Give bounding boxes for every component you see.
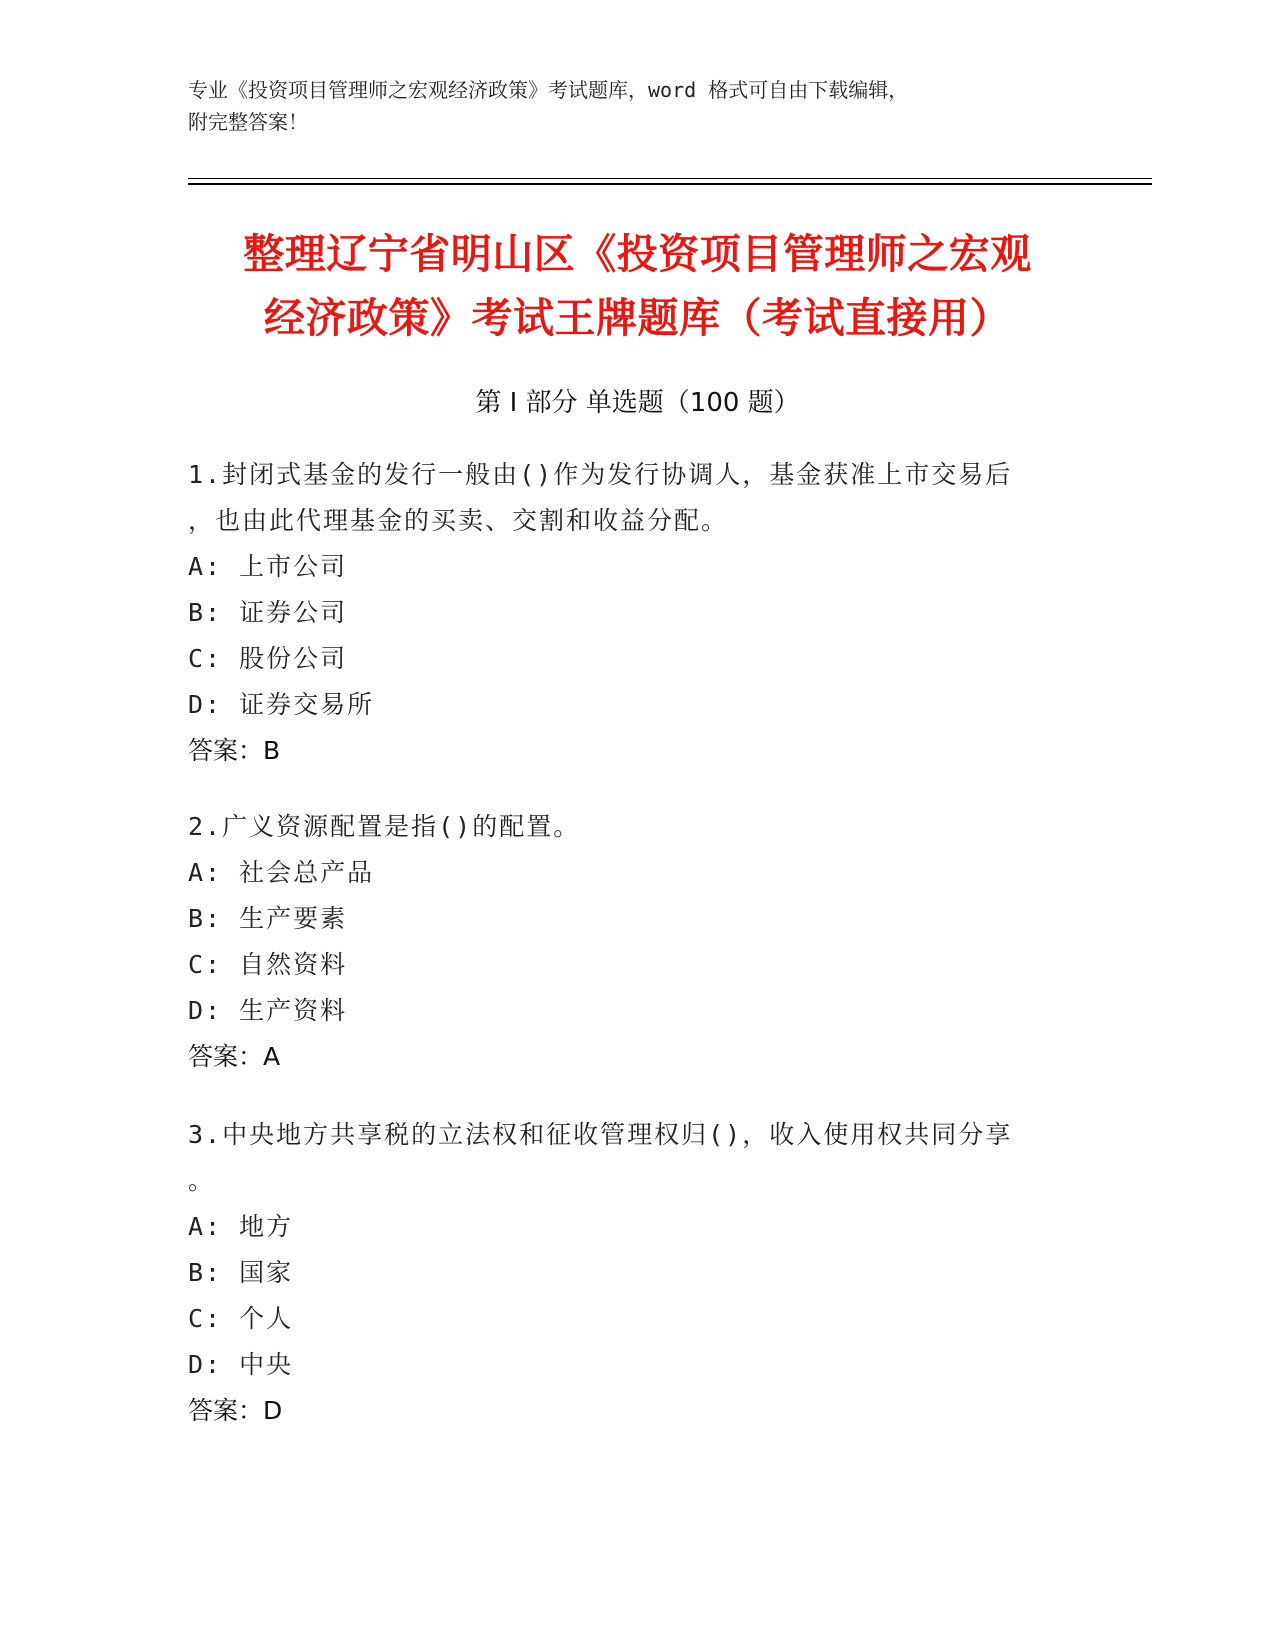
- question-text-line: 1.封闭式基金的发行一般由()作为发行协调人，基金获准上市交易后: [188, 460, 1013, 489]
- document-header-note: [188, 74, 1088, 138]
- question-text: [188, 1112, 1068, 1204]
- question-text-line: 。: [188, 1166, 216, 1195]
- option-a: A: 地方: [188, 1212, 294, 1241]
- option-c: C: 自然资料: [188, 950, 348, 979]
- header-divider-thin: [188, 178, 1152, 179]
- option-a: A: 社会总产品: [188, 858, 375, 887]
- option-b: B: 国家: [188, 1258, 294, 1287]
- option-c: C: 个人: [188, 1304, 294, 1333]
- answer: 答案：B: [188, 736, 281, 765]
- option-d: D: 中央: [188, 1350, 294, 1379]
- option-b: B: 证券公司: [188, 598, 348, 627]
- section-heading: 第 I 部分 单选题（100 题）: [475, 388, 800, 418]
- option-a: A: 上市公司: [188, 552, 348, 581]
- option-d: D: 证券交易所: [188, 690, 375, 719]
- question-2: [188, 804, 1068, 1080]
- header-divider-thick: [188, 183, 1152, 185]
- option-b: B: 生产要素: [188, 904, 348, 933]
- document-title: [150, 222, 1125, 350]
- question-text: [188, 452, 1068, 544]
- question-3: [188, 1112, 1068, 1434]
- answer: 答案：D: [188, 1396, 283, 1425]
- header-line-2: 附完整答案！: [188, 110, 308, 134]
- question-text-line: ，也由此代理基金的买卖、交割和收益分配。: [188, 506, 729, 535]
- title-line-2: 经济政策》考试王牌题库（考试直接用）: [264, 294, 1011, 342]
- header-line-1: 专业《投资项目管理师之宏观经济政策》考试题库，word 格式可自由下载编辑，: [188, 78, 909, 102]
- option-c: C: 股份公司: [188, 644, 348, 673]
- question-text: [188, 804, 1068, 850]
- option-d: D: 生产资料: [188, 996, 348, 1025]
- question-text-line: 2.广义资源配置是指()的配置。: [188, 812, 581, 841]
- answer: 答案：A: [188, 1042, 281, 1071]
- title-line-1: 整理辽宁省明山区《投资项目管理师之宏观: [243, 230, 1032, 278]
- question-text-line: 3.中央地方共享税的立法权和征收管理权归()，收入使用权共同分享: [188, 1120, 1013, 1149]
- question-1: [188, 452, 1068, 774]
